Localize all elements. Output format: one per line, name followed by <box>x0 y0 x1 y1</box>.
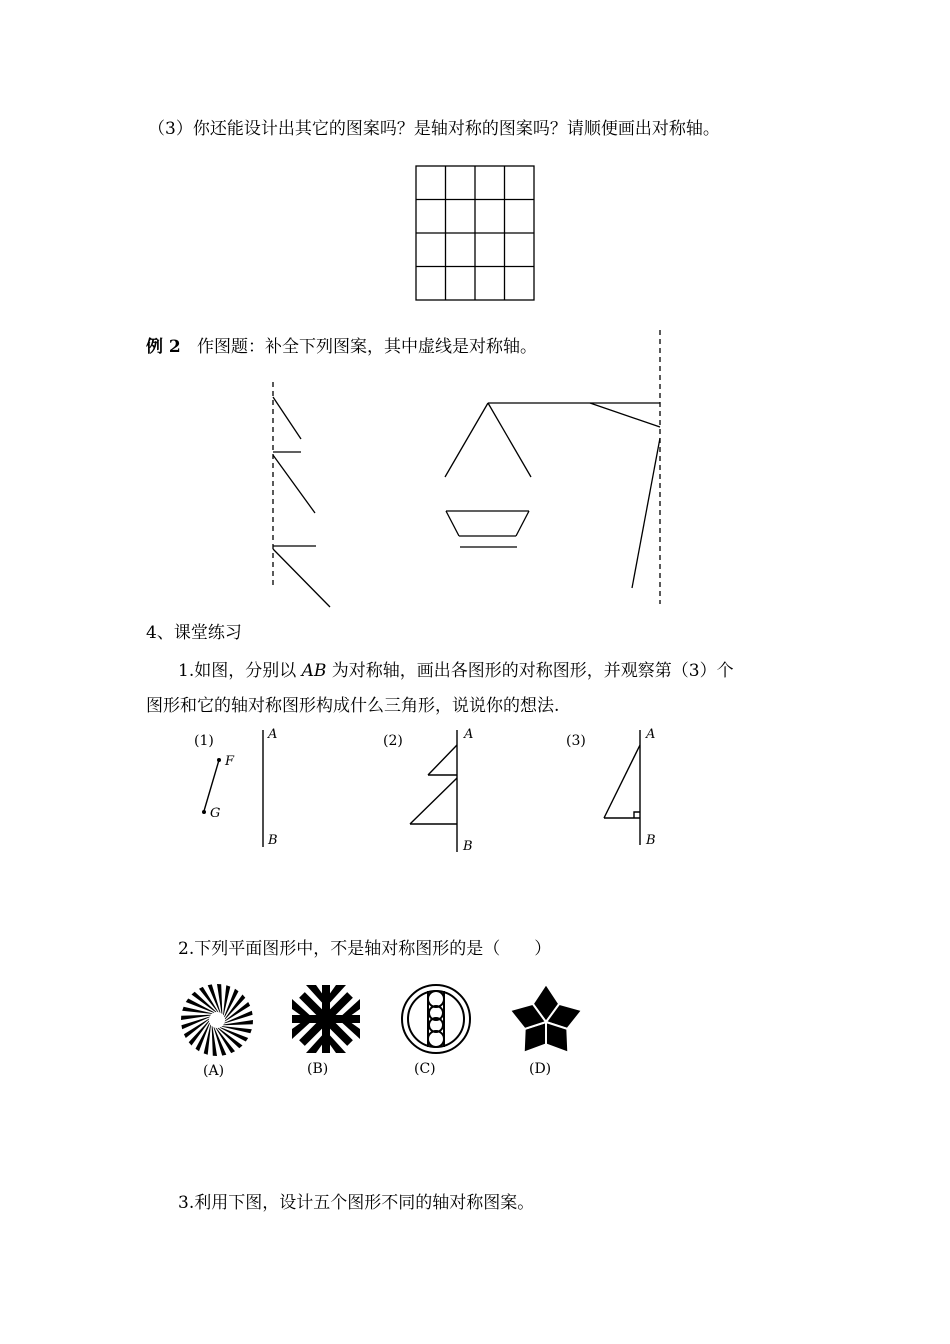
sunburst-ray <box>199 987 219 1012</box>
fig1-label-a: A <box>268 727 278 742</box>
q3-prompt: （3）你还能设计出其它的图案吗？是轴对称的图案吗？请顺便画出对称轴。 <box>148 119 720 139</box>
pentagon-petal <box>533 984 559 1022</box>
ex1-text-a: 1.如图，分别以 <box>178 661 302 681</box>
example2-label: 例 2 <box>146 337 181 357</box>
sunburst-ray <box>204 1025 211 1055</box>
sunburst-ray <box>217 984 222 1014</box>
fig3-label-a: A <box>646 727 656 742</box>
ex1-text-b: 为对称轴，画出各图形的对称图形，并观察第（3）个 <box>326 661 734 681</box>
example2-text: 作图题：补全下列图案，其中虚线是对称轴。 <box>197 337 537 357</box>
fig2-label-a: A <box>464 727 474 742</box>
fig3-label-b: B <box>646 833 656 848</box>
fig2-number: (2) <box>383 733 403 749</box>
pentagon-petal <box>546 1004 582 1029</box>
sunburst-ray <box>184 1019 209 1039</box>
fig1-number: (1) <box>194 733 214 749</box>
pentagon-petal <box>510 1004 546 1029</box>
sunburst-ray <box>223 1020 253 1025</box>
option-c-label: (C) <box>414 1061 436 1077</box>
fig3-number: (3) <box>566 733 586 749</box>
fig1-label-f: F <box>225 754 235 769</box>
exercise1-line1 <box>178 660 734 682</box>
sunburst-ray <box>212 1026 217 1056</box>
sunburst-ray <box>186 999 215 1013</box>
ex1-ab: AB <box>301 661 327 681</box>
sunburst-ray <box>182 1007 212 1014</box>
pentagon-petal <box>546 1022 568 1053</box>
fig1-label-b: B <box>268 833 278 848</box>
option-d-label: (D) <box>529 1061 552 1077</box>
sunburst-ray <box>181 1015 211 1020</box>
sunburst-ray <box>224 1011 252 1024</box>
sunburst-ray <box>223 985 230 1015</box>
sunburst-ray <box>208 984 221 1012</box>
sunburst-ray <box>214 1027 227 1055</box>
sunburst-ray <box>222 1026 252 1033</box>
sunburst-ray <box>218 1028 243 1048</box>
option-b-label: (B) <box>307 1061 329 1077</box>
sunburst-ray <box>224 989 238 1018</box>
sunburst-ray <box>192 992 217 1012</box>
exercise2-text: 2.下列平面图形中，不是轴对称图形的是（ ） <box>178 939 552 959</box>
sunburst-ray <box>216 1028 236 1053</box>
sunburst-ray <box>189 1021 209 1046</box>
pentagon-petal <box>524 1022 546 1053</box>
fig2-label-b: B <box>463 839 473 854</box>
sunburst-ray <box>196 1023 210 1052</box>
sunburst-ray <box>225 1002 250 1022</box>
sunburst-ray <box>220 1027 249 1041</box>
option-a-label: (A) <box>203 1063 225 1079</box>
exercise3-text: 3.利用下图，设计五个图形不同的轴对称图案。 <box>178 1193 535 1213</box>
sunburst-ray <box>225 995 245 1020</box>
fig1-label-g: G <box>210 806 221 821</box>
sunburst-ray <box>181 1017 209 1030</box>
exercise1-line2: 图形和它的轴对称图形构成什么三角形，说说你的想法. <box>146 696 560 716</box>
section4-title: 4、课堂练习 <box>146 623 242 643</box>
